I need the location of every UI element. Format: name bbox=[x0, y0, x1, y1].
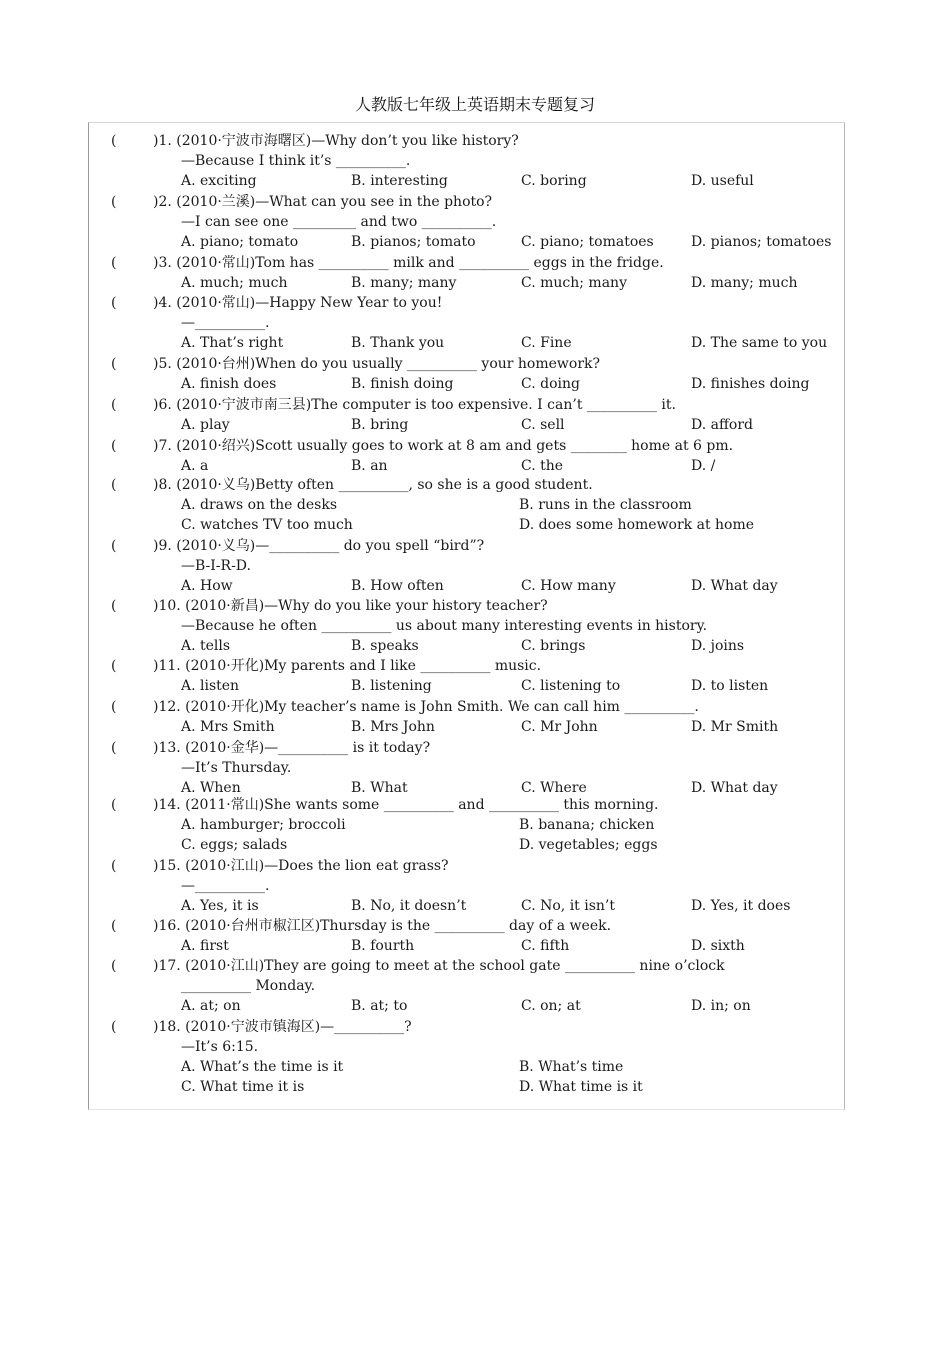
question-line: —I can see one _________ and two __________. bbox=[181, 214, 497, 230]
answer-blank-paren: ( bbox=[111, 133, 117, 149]
question-line: —__________. bbox=[181, 315, 270, 331]
answer-blank-paren: ( bbox=[111, 356, 117, 372]
option-a: A. Yes, it is bbox=[181, 898, 259, 914]
option-d: D. The same to you bbox=[691, 335, 828, 351]
option-c: C. doing bbox=[521, 376, 580, 392]
option-c: C. What time it is bbox=[181, 1079, 305, 1095]
option-a: A. finish does bbox=[181, 376, 277, 392]
question-stem: )16. (2010·台州市椒江区)Thursday is the __________ day of a week. bbox=[153, 918, 612, 934]
option-a: A. draws on the desks bbox=[181, 497, 338, 513]
answer-blank-paren: ( bbox=[111, 295, 117, 311]
option-b: B. bring bbox=[351, 417, 409, 433]
option-c: C. listening to bbox=[521, 678, 621, 694]
option-b: B. finish doing bbox=[351, 376, 454, 392]
option-c: C. eggs; salads bbox=[181, 837, 288, 853]
question-stem: )12. (2010·开化)My teacher’s name is John Smith. We can call him __________. bbox=[153, 699, 699, 715]
answer-blank-paren: ( bbox=[111, 598, 117, 614]
option-c: C. the bbox=[521, 458, 564, 474]
option-a: A. play bbox=[181, 417, 230, 433]
option-d: D. pianos; tomatoes bbox=[691, 234, 832, 250]
option-a: A. That’s right bbox=[181, 335, 284, 351]
question-stem: )5. (2010·台州)When do you usually __________ your homework? bbox=[153, 356, 601, 372]
option-a: A. tells bbox=[181, 638, 231, 654]
question-stem: )14. (2011·常山)She wants some __________ and __________ this morning. bbox=[153, 797, 659, 813]
question-stem: )6. (2010·宁波市南三县)The computer is too expensive. I can’t __________ it. bbox=[153, 397, 676, 413]
option-a: A. much; much bbox=[181, 275, 288, 291]
option-b: B. listening bbox=[351, 678, 432, 694]
question-stem: )9. (2010·义乌)—__________ do you spell “bird”? bbox=[153, 538, 485, 554]
option-d: D. useful bbox=[691, 173, 754, 189]
option-d: D. joins bbox=[691, 638, 745, 654]
option-a: A. at; on bbox=[181, 998, 241, 1014]
option-d: D. What time is it bbox=[519, 1079, 643, 1095]
option-b: B. Thank you bbox=[351, 335, 445, 351]
option-b: B. runs in the classroom bbox=[519, 497, 692, 513]
answer-blank-paren: ( bbox=[111, 438, 117, 454]
question-line: —Because I think it’s __________. bbox=[181, 153, 411, 169]
option-c: C. watches TV too much bbox=[181, 517, 353, 533]
question-line: —It’s Thursday. bbox=[181, 760, 292, 776]
question-stem: )13. (2010·金华)—__________ is it today? bbox=[153, 740, 431, 756]
option-c: C. fifth bbox=[521, 938, 570, 954]
option-d: D. to listen bbox=[691, 678, 769, 694]
question-line: —It’s 6:15. bbox=[181, 1039, 259, 1055]
question-line: —Because he often __________ us about many interesting events in history. bbox=[181, 618, 708, 634]
option-c: C. How many bbox=[521, 578, 616, 594]
option-c: C. No, it isn’t bbox=[521, 898, 616, 914]
option-b: B. What’s time bbox=[519, 1059, 624, 1075]
answer-blank-paren: ( bbox=[111, 255, 117, 271]
option-c: C. on; at bbox=[521, 998, 581, 1014]
option-a: A. When bbox=[181, 780, 241, 796]
option-b: B. pianos; tomato bbox=[351, 234, 476, 250]
question-line: —B-I-R-D. bbox=[181, 558, 251, 574]
option-d: D. Yes, it does bbox=[691, 898, 791, 914]
option-d: D. What day bbox=[691, 578, 778, 594]
answer-blank-paren: ( bbox=[111, 958, 117, 974]
option-a: A. piano; tomato bbox=[181, 234, 299, 250]
option-b: B. an bbox=[351, 458, 388, 474]
answer-blank-paren: ( bbox=[111, 699, 117, 715]
answer-blank-paren: ( bbox=[111, 194, 117, 210]
option-c: C. Where bbox=[521, 780, 587, 796]
option-c: C. piano; tomatoes bbox=[521, 234, 654, 250]
answer-blank-paren: ( bbox=[111, 1019, 117, 1035]
option-c: C. much; many bbox=[521, 275, 627, 291]
answer-blank-paren: ( bbox=[111, 740, 117, 756]
option-c: C. Mr John bbox=[521, 719, 598, 735]
option-d: D. vegetables; eggs bbox=[519, 837, 658, 853]
question-stem: )4. (2010·常山)—Happy New Year to you! bbox=[153, 295, 443, 311]
option-a: A. hamburger; broccoli bbox=[181, 817, 346, 833]
option-b: B. fourth bbox=[351, 938, 415, 954]
question-stem: )7. (2010·绍兴)Scott usually goes to work at 8 am and gets ________ home at 6 pm. bbox=[153, 438, 734, 454]
option-d: D. in; on bbox=[691, 998, 751, 1014]
option-d: D. Mr Smith bbox=[691, 719, 779, 735]
option-b: B. Mrs John bbox=[351, 719, 435, 735]
question-stem: )17. (2010·江山)They are going to meet at the school gate __________ nine o’clock bbox=[153, 958, 725, 974]
option-a: A. What’s the time is it bbox=[181, 1059, 344, 1075]
option-b: B. banana; chicken bbox=[519, 817, 655, 833]
question-stem: )1. (2010·宁波市海曙区)—Why don’t you like history? bbox=[153, 133, 519, 149]
answer-blank-paren: ( bbox=[111, 397, 117, 413]
question-stem: )3. (2010·常山)Tom has __________ milk and __________ eggs in the fridge. bbox=[153, 255, 664, 271]
question-stem: )10. (2010·新昌)—Why do you like your history teacher? bbox=[153, 598, 548, 614]
option-b: B. many; many bbox=[351, 275, 457, 291]
option-a: A. a bbox=[181, 458, 209, 474]
option-b: B. How often bbox=[351, 578, 444, 594]
option-b: B. speaks bbox=[351, 638, 419, 654]
option-c: C. brings bbox=[521, 638, 586, 654]
option-d: D. What day bbox=[691, 780, 778, 796]
option-c: C. sell bbox=[521, 417, 565, 433]
answer-blank-paren: ( bbox=[111, 858, 117, 874]
option-c: C. boring bbox=[521, 173, 587, 189]
option-a: A. first bbox=[181, 938, 229, 954]
question-stem: )15. (2010·江山)—Does the lion eat grass? bbox=[153, 858, 449, 874]
option-b: B. No, it doesn’t bbox=[351, 898, 467, 914]
question-stem: )18. (2010·宁波市镇海区)—__________? bbox=[153, 1019, 412, 1035]
question-line: __________ Monday. bbox=[181, 978, 316, 994]
option-d: D. does some homework at home bbox=[519, 517, 755, 533]
option-b: B. What bbox=[351, 780, 408, 796]
option-d: D. sixth bbox=[691, 938, 745, 954]
option-a: A. How bbox=[181, 578, 233, 594]
option-d: D. many; much bbox=[691, 275, 798, 291]
answer-blank-paren: ( bbox=[111, 538, 117, 554]
answer-blank-paren: ( bbox=[111, 477, 117, 493]
exercise-sheet bbox=[88, 122, 845, 1110]
question-stem: )11. (2010·开化)My parents and I like __________ music. bbox=[153, 658, 542, 674]
page-title: 人教版七年级上英语期末专题复习 bbox=[354, 95, 595, 114]
option-a: A. Mrs Smith bbox=[181, 719, 275, 735]
option-c: C. Fine bbox=[521, 335, 572, 351]
question-stem: )8. (2010·义乌)Betty often __________, so she is a good student. bbox=[153, 477, 593, 493]
option-a: A. listen bbox=[181, 678, 240, 694]
answer-blank-paren: ( bbox=[111, 797, 117, 813]
answer-blank-paren: ( bbox=[111, 918, 117, 934]
question-line: —__________. bbox=[181, 878, 270, 894]
answer-blank-paren: ( bbox=[111, 658, 117, 674]
option-d: D. finishes doing bbox=[691, 376, 810, 392]
option-d: D. afford bbox=[691, 417, 754, 433]
question-stem: )2. (2010·兰溪)—What can you see in the photo? bbox=[153, 194, 493, 210]
option-d: D. / bbox=[691, 458, 716, 474]
option-b: B. interesting bbox=[351, 173, 448, 189]
option-b: B. at; to bbox=[351, 998, 408, 1014]
option-a: A. exciting bbox=[181, 173, 257, 189]
